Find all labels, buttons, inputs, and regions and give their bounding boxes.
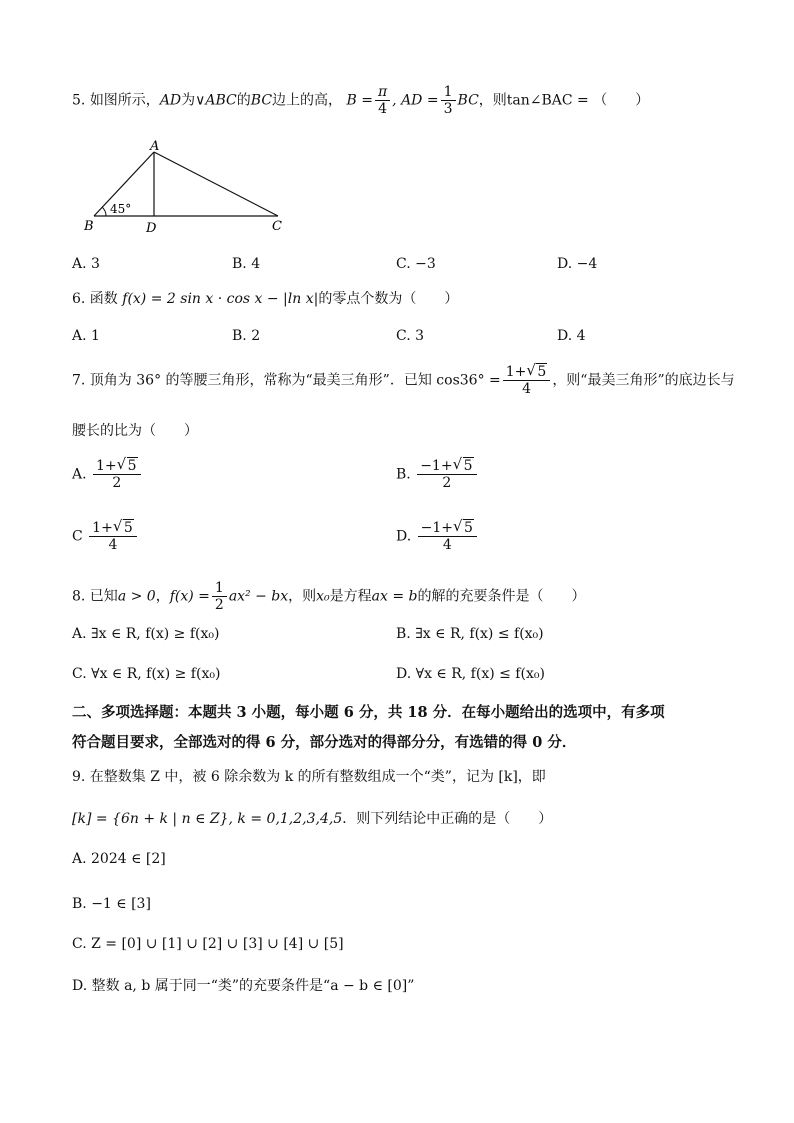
q9-text-2: ．则下列结论中正确的是（ ）: [342, 811, 553, 827]
q8-text-10: 的解的充要条件是（ ）: [417, 588, 586, 605]
q6-option-c[interactable]: C. 3: [396, 328, 425, 344]
q5-text-b-eq: B =: [346, 92, 373, 109]
q5-number: 5.: [72, 92, 86, 109]
q9-stem-line2: [72, 812, 552, 826]
q6-option-b[interactable]: B. 2: [232, 328, 261, 344]
q5-triangle-figure: [80, 138, 320, 248]
sqrt-icon: [453, 520, 474, 536]
q7-radicand: 5: [537, 364, 547, 380]
q7-c-label: C: [72, 528, 83, 545]
q7-c-rad: 5: [123, 520, 133, 536]
q7-stem-line1: [72, 364, 735, 397]
q7-a-num: [93, 458, 141, 475]
q8-fx: f(x) =: [169, 588, 210, 605]
q7-frac-num: [503, 364, 551, 381]
q6-text-1: 6. 函数: [72, 291, 118, 307]
q8-text-8: 是方程: [329, 588, 372, 605]
q7-b-frac: [417, 458, 476, 491]
q5-text-1: 如图所示，: [89, 92, 160, 109]
q8-one: 1: [212, 580, 227, 597]
sqrt-icon: [117, 458, 138, 474]
sqrt-icon: [113, 520, 134, 536]
label-c: C: [272, 219, 282, 234]
q7-b-num-text: −1+: [420, 458, 453, 474]
q5-one: 1: [441, 84, 456, 101]
q7-c-frac: [89, 520, 137, 553]
q8-eq: ax = b: [371, 588, 418, 605]
q7-option-b[interactable]: [396, 458, 479, 491]
q5-frac-1-3: [441, 84, 456, 117]
q7-a-rad: 5: [127, 458, 137, 474]
q7-stem-line2: 腰长的比为（ ）: [72, 423, 198, 439]
q8-expr: ax² − bx: [228, 588, 289, 605]
q7-a-label: A.: [72, 466, 87, 483]
q7-b-rad: 5: [463, 458, 473, 474]
q7-num-text: 1+: [505, 364, 527, 380]
q5-text-bc: BC: [250, 92, 273, 109]
q5-text-7: 边上的高，: [272, 92, 343, 109]
q9-set-def: [k] = {6n + k | n ∈ Z}, k = 0,1,2,3,4,5: [72, 811, 343, 827]
q5-frac-pi4: [375, 84, 390, 117]
label-a: A: [150, 139, 160, 154]
q8-a-gt-0: a > 0: [117, 588, 156, 605]
q5-text-bc2: BC: [457, 92, 479, 109]
q7-frac-den: 4: [522, 381, 531, 398]
q5-text-triangle: ∨ABC: [195, 92, 237, 109]
q7-text-1: 7. 顶角为 36° 的等腰三角形，常称为“最美三角形”．已知: [72, 372, 432, 389]
q5-four: 4: [378, 101, 388, 118]
section2-heading-line2: 符合题目要求，全部选对的得 6 分，部分选对的得部分分，有选错的得 0 分．: [72, 734, 577, 751]
sqrt-icon: [526, 364, 547, 380]
q6-text-3: 的零点个数为（ ）: [318, 291, 459, 307]
q8-x0: x₀: [316, 588, 330, 605]
q9-stem-line1: 9. 在整数集 Z 中，被 6 除余数为 k 的所有整数组成一个“类”，记为 [k]，即: [72, 769, 546, 785]
q5-text-ad: AD: [159, 92, 182, 109]
q7-a-num-text: 1+: [96, 458, 117, 474]
q7-c-den: 4: [108, 537, 118, 554]
label-45deg: 45°: [110, 202, 132, 216]
q5-three: 3: [443, 101, 453, 118]
q8-option-a[interactable]: A. ∃x ∈ R, f(x) ≥ f(x₀): [72, 626, 220, 642]
q5-text-11: ，则: [478, 92, 507, 109]
q8-text-6: ，则: [288, 588, 317, 605]
q5-pi: π: [375, 84, 390, 101]
q9-option-c[interactable]: C. Z = [0] ∪ [1] ∪ [2] ∪ [3] ∪ [4] ∪ [5]: [72, 936, 344, 952]
q9-option-a[interactable]: A. 2024 ∈ [2]: [72, 851, 166, 867]
q6-option-a[interactable]: A. 1: [72, 328, 100, 344]
side-ac: [154, 152, 278, 216]
q5-option-d[interactable]: D. −4: [557, 256, 598, 272]
q8-stem: [72, 580, 586, 613]
q7-c-num: [89, 520, 137, 537]
q5-text-tan: tan∠BAC = （ ）: [506, 92, 650, 109]
q5-text-ad-eq: , AD =: [392, 92, 439, 109]
q8-option-d[interactable]: D. ∀x ∈ R, f(x) ≤ f(x₀): [396, 666, 545, 682]
q7-d-den: 4: [442, 537, 452, 554]
q8-text-3: ，: [155, 588, 170, 605]
q7-d-rad: 5: [464, 520, 473, 536]
q7-d-label: D.: [396, 528, 412, 545]
q7-d-frac: [418, 520, 477, 553]
q9-option-d[interactable]: D. 整数 a, b 属于同一“类”的充要条件是“a − b ∈ [0]”: [72, 978, 415, 994]
q8-option-b[interactable]: B. ∃x ∈ R, f(x) ≤ f(x₀): [396, 626, 544, 642]
section2-heading-line1: 二、多项选择题：本题共 3 小题，每小题 6 分，共 18 分．在每小题给出的选项中，有多项: [72, 704, 665, 721]
q8-text-1: 8. 已知: [72, 588, 118, 605]
q8-option-c[interactable]: C. ∀x ∈ R, f(x) ≥ f(x₀): [72, 666, 221, 682]
q7-option-c[interactable]: [72, 520, 139, 553]
q7-d-num-text: −1+: [420, 520, 454, 536]
q5-option-b[interactable]: B. 4: [232, 256, 261, 272]
q7-frac: [503, 364, 551, 397]
q6-option-d[interactable]: D. 4: [557, 328, 586, 344]
q7-d-num: [418, 520, 477, 537]
q7-option-a[interactable]: [72, 458, 143, 491]
q7-b-label: B.: [396, 466, 411, 483]
q6-function: f(x) = 2 sin x · cos x − |ln x|: [122, 291, 319, 307]
q7-option-d[interactable]: [396, 520, 479, 553]
q6-stem: [72, 292, 458, 306]
q7-b-num: [417, 458, 476, 475]
q5-text-5: 的: [236, 92, 251, 109]
sqrt-icon: [453, 458, 474, 474]
q9-option-b[interactable]: B. −1 ∈ [3]: [72, 896, 151, 912]
q5-text-3: 为: [181, 92, 196, 109]
q5-option-c[interactable]: C. −3: [396, 256, 436, 272]
q8-two: 2: [214, 597, 224, 614]
q5-option-a[interactable]: A. 3: [72, 256, 100, 272]
q7-b-den: 2: [442, 475, 452, 492]
q7-cos36: cos36° =: [436, 372, 501, 389]
label-b: B: [84, 219, 94, 234]
q7-a-frac: [93, 458, 141, 491]
q5-stem: [72, 84, 649, 117]
angle-arc: [102, 207, 106, 216]
q7-text-2: ，则“最美三角形”的底边长与: [552, 372, 735, 389]
label-d: D: [146, 221, 157, 236]
q7-c-num-text: 1+: [92, 520, 113, 536]
q7-a-den: 2: [112, 475, 122, 492]
q8-frac-half: [212, 580, 227, 613]
